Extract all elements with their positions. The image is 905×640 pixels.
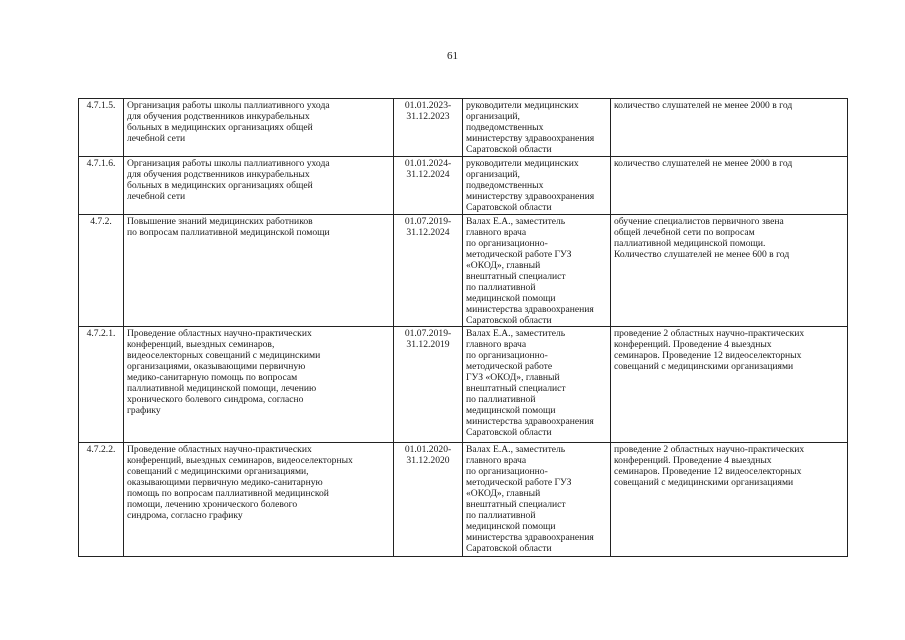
expected-result: количество слушателей не менее 2000 в год <box>611 157 848 215</box>
expected-result: проведение 2 областных научно-практических конференций. Проведение 4 выездных семинаров. Проведение 12 видеоселекторных совещаний с медицинскими организациями <box>611 443 848 557</box>
activity-description: Проведение областных научно-практических конференций, выездных семинаров, видеоселекторных совещаний с медицинскими организациями, оказывающими первичную медико-санитарную помощь по вопросам паллиативной медицинской помощи, лечению хронического болевого синдрома, согласно графику <box>124 327 394 443</box>
item-number: 4.7.2.1. <box>79 327 124 443</box>
responsible: руководители медицинских организаций, подведомственных министерству здравоохранения Саратовской области <box>463 157 611 215</box>
item-number: 4.7.2. <box>79 215 124 327</box>
table-row <box>79 157 848 215</box>
responsible: Валах Е.А., заместитель главного врача по организационно- методической работе ГУЗ «ОКОД», главный внештатный специалист по паллиативной медицинской помощи министерства здравоохранения Саратовской области <box>463 327 611 443</box>
responsible: Валах Е.А., заместитель главного врача по организационно- методической работе ГУЗ «ОКОД», главный внештатный специалист по паллиативной медицинской помощи министерства здравоохранения Саратовской области <box>463 443 611 557</box>
activity-description: Повышение знаний медицинских работников по вопросам паллиативной медицинской помощи <box>124 215 394 327</box>
responsible: Валах Е.А., заместитель главного врача по организационно- методической работе ГУЗ «ОКОД», главный внештатный специалист по паллиативной медицинской помощи министерства здравоохранения Саратовской области <box>463 215 611 327</box>
item-number: 4.7.2.2. <box>79 443 124 557</box>
period: 01.01.2020- 31.12.2020 <box>394 443 463 557</box>
expected-result: проведение 2 областных научно-практических конференций. Проведение 4 выездных семинаров. Проведение 12 видеоселекторных совещаний с медицинскими организациями <box>611 327 848 443</box>
item-number: 4.7.1.6. <box>79 157 124 215</box>
period: 01.01.2024- 31.12.2024 <box>394 157 463 215</box>
activity-description: Проведение областных научно-практических конференций, выездных семинаров, видеоселекторных совещаний с медицинскими организациями, оказывающими первичную медико-санитарную помощь по вопросам паллиативной медицинской помощи, лечению хронического болевого синдрома, согласно графику <box>124 443 394 557</box>
activity-description: Организация работы школы паллиативного ухода для обучения родственников инкурабельных больных в медицинских организациях общей лечебной сети <box>124 99 394 157</box>
table-row <box>79 327 848 443</box>
activities-table <box>78 98 848 557</box>
expected-result: количество слушателей не менее 2000 в год <box>611 99 848 157</box>
table-row <box>79 443 848 557</box>
table-row <box>79 215 848 327</box>
period: 01.01.2023- 31.12.2023 <box>394 99 463 157</box>
expected-result: обучение специалистов первичного звена общей лечебной сети по вопросам паллиативной медицинской помощи. Количество слушателей не менее 600 в год <box>611 215 848 327</box>
table-row <box>79 99 848 157</box>
page-number: 61 <box>447 50 458 62</box>
activity-description: Организация работы школы паллиативного ухода для обучения родственников инкурабельных больных в медицинских организациях общей лечебной сети <box>124 157 394 215</box>
period: 01.07.2019- 31.12.2024 <box>394 215 463 327</box>
responsible: руководители медицинских организаций, подведомственных министерству здравоохранения Саратовской области <box>463 99 611 157</box>
item-number: 4.7.1.5. <box>79 99 124 157</box>
period: 01.07.2019- 31.12.2019 <box>394 327 463 443</box>
